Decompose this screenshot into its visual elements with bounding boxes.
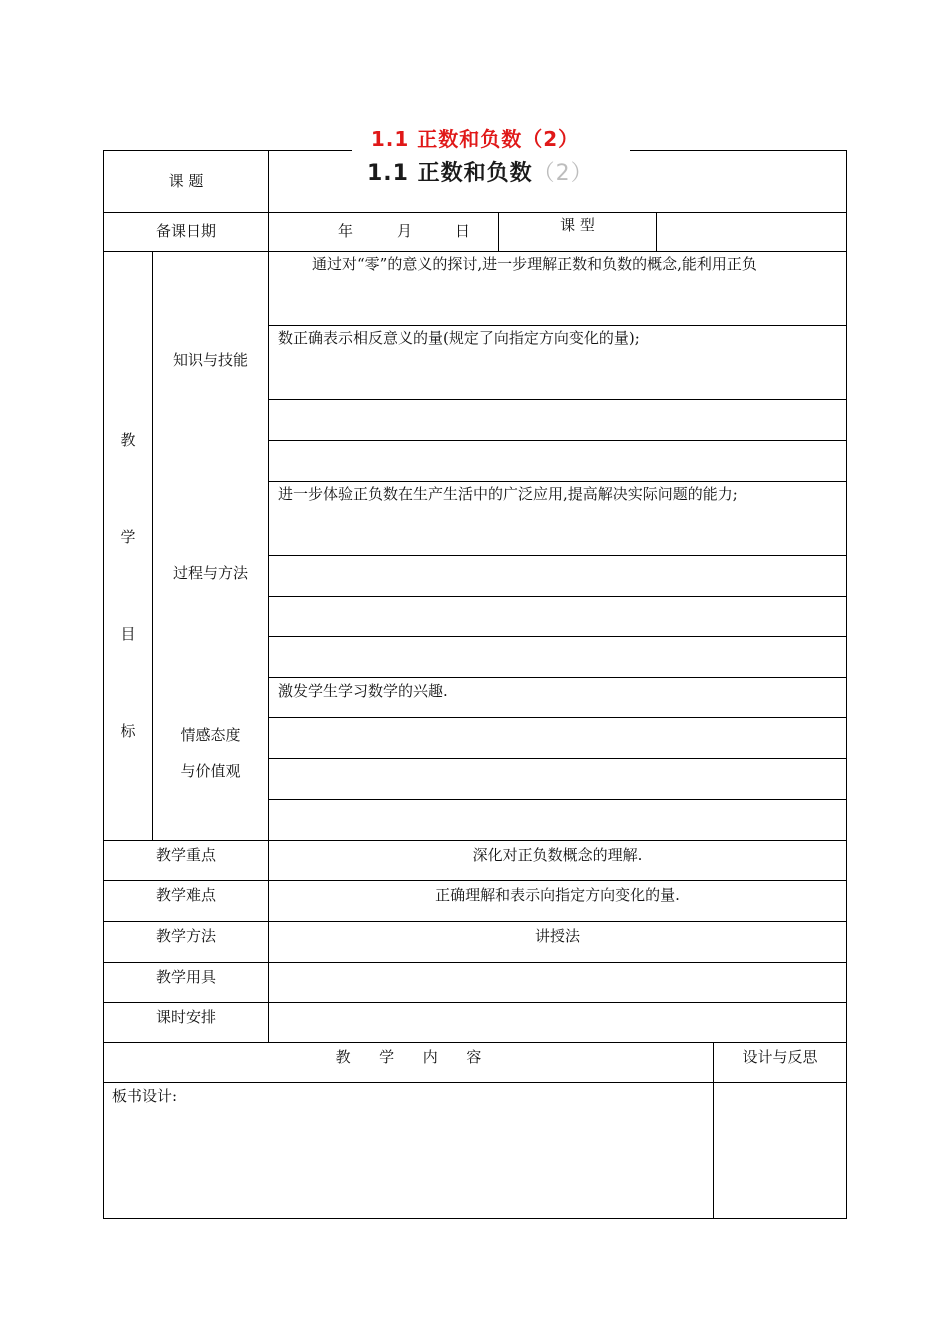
content-header: 教 学 内 容 — [335, 1048, 482, 1066]
process-label: 过程与方法 — [172, 564, 248, 582]
row-divider — [103, 840, 847, 841]
table-top-border-left — [103, 150, 352, 151]
date-day: 日 — [455, 222, 471, 240]
attitude-label-line2: 与价值观 — [180, 762, 241, 780]
knowledge-label: 知识与技能 — [172, 351, 248, 369]
objective-row-divider — [268, 677, 847, 678]
objectives-column-divider — [152, 251, 153, 840]
method-label: 教学方法 — [155, 927, 216, 945]
objective-row-divider — [268, 717, 847, 718]
table-right-border — [846, 150, 847, 1219]
difficulty-label: 教学难点 — [155, 886, 216, 904]
lesson-type-label: 课 型 — [560, 216, 595, 234]
key-point-value: 深化对正负数概念的理解. — [472, 846, 643, 864]
document-title: 1.1 正数和负数（2） — [370, 127, 580, 151]
row-divider — [103, 1042, 847, 1043]
process-row-1: 进一步体验正负数在生产生活中的广泛应用,提高解决实际问题的能力; — [278, 485, 738, 503]
objective-row-divider — [268, 555, 847, 556]
row-divider — [103, 880, 847, 881]
attitude-label-line1: 情感态度 — [180, 726, 241, 744]
objective-row-divider — [268, 799, 847, 800]
key-point-label: 教学重点 — [155, 846, 216, 864]
topic-label: 课 题 — [168, 172, 204, 190]
objective-row-divider — [268, 636, 847, 637]
attitude-row-1: 激发学生学习数学的兴趣. — [278, 682, 448, 700]
objective-row-divider — [268, 758, 847, 759]
date-year: 年 — [338, 222, 354, 240]
prep-date-label: 备课日期 — [155, 222, 216, 240]
table-top-border-right — [630, 150, 847, 151]
objective-row-divider — [268, 596, 847, 597]
table-bottom-border — [103, 1218, 847, 1219]
schedule-label: 课时安排 — [155, 1008, 216, 1026]
objectives-label-char: 教 — [120, 431, 136, 449]
type-value-divider — [656, 212, 657, 251]
reflection-column-divider — [713, 1042, 714, 1218]
objectives-label-char: 标 — [120, 722, 136, 740]
objectives-label-char: 学 — [120, 528, 136, 546]
board-design-label: 板书设计: — [112, 1087, 178, 1105]
difficulty-value: 正确理解和表示向指定方向变化的量. — [435, 886, 680, 904]
reflection-header: 设计与反思 — [742, 1048, 818, 1066]
objective-row-divider — [268, 481, 847, 482]
objective-row-divider — [268, 440, 847, 441]
topic-value: 1.1 正数和负数（2） — [367, 161, 594, 186]
row-divider — [103, 921, 847, 922]
date-month: 月 — [397, 222, 413, 240]
row-divider — [103, 1082, 847, 1083]
objectives-label-char: 目 — [120, 625, 136, 643]
knowledge-row-2: 数正确表示相反意义的量(规定了向指定方向变化的量); — [278, 329, 640, 347]
row-divider — [103, 251, 847, 252]
row-divider — [103, 212, 847, 213]
tools-label: 教学用具 — [155, 968, 216, 986]
knowledge-row-1: 通过对“零”的意义的探讨,进一步理解正数和负数的概念,能利用正负 — [312, 255, 757, 273]
method-value: 讲授法 — [534, 927, 580, 945]
row-divider — [103, 1002, 847, 1003]
row-divider — [103, 962, 847, 963]
objective-row-divider — [268, 399, 847, 400]
objective-row-divider — [268, 325, 847, 326]
topic-value-tail: （2） — [532, 161, 594, 186]
